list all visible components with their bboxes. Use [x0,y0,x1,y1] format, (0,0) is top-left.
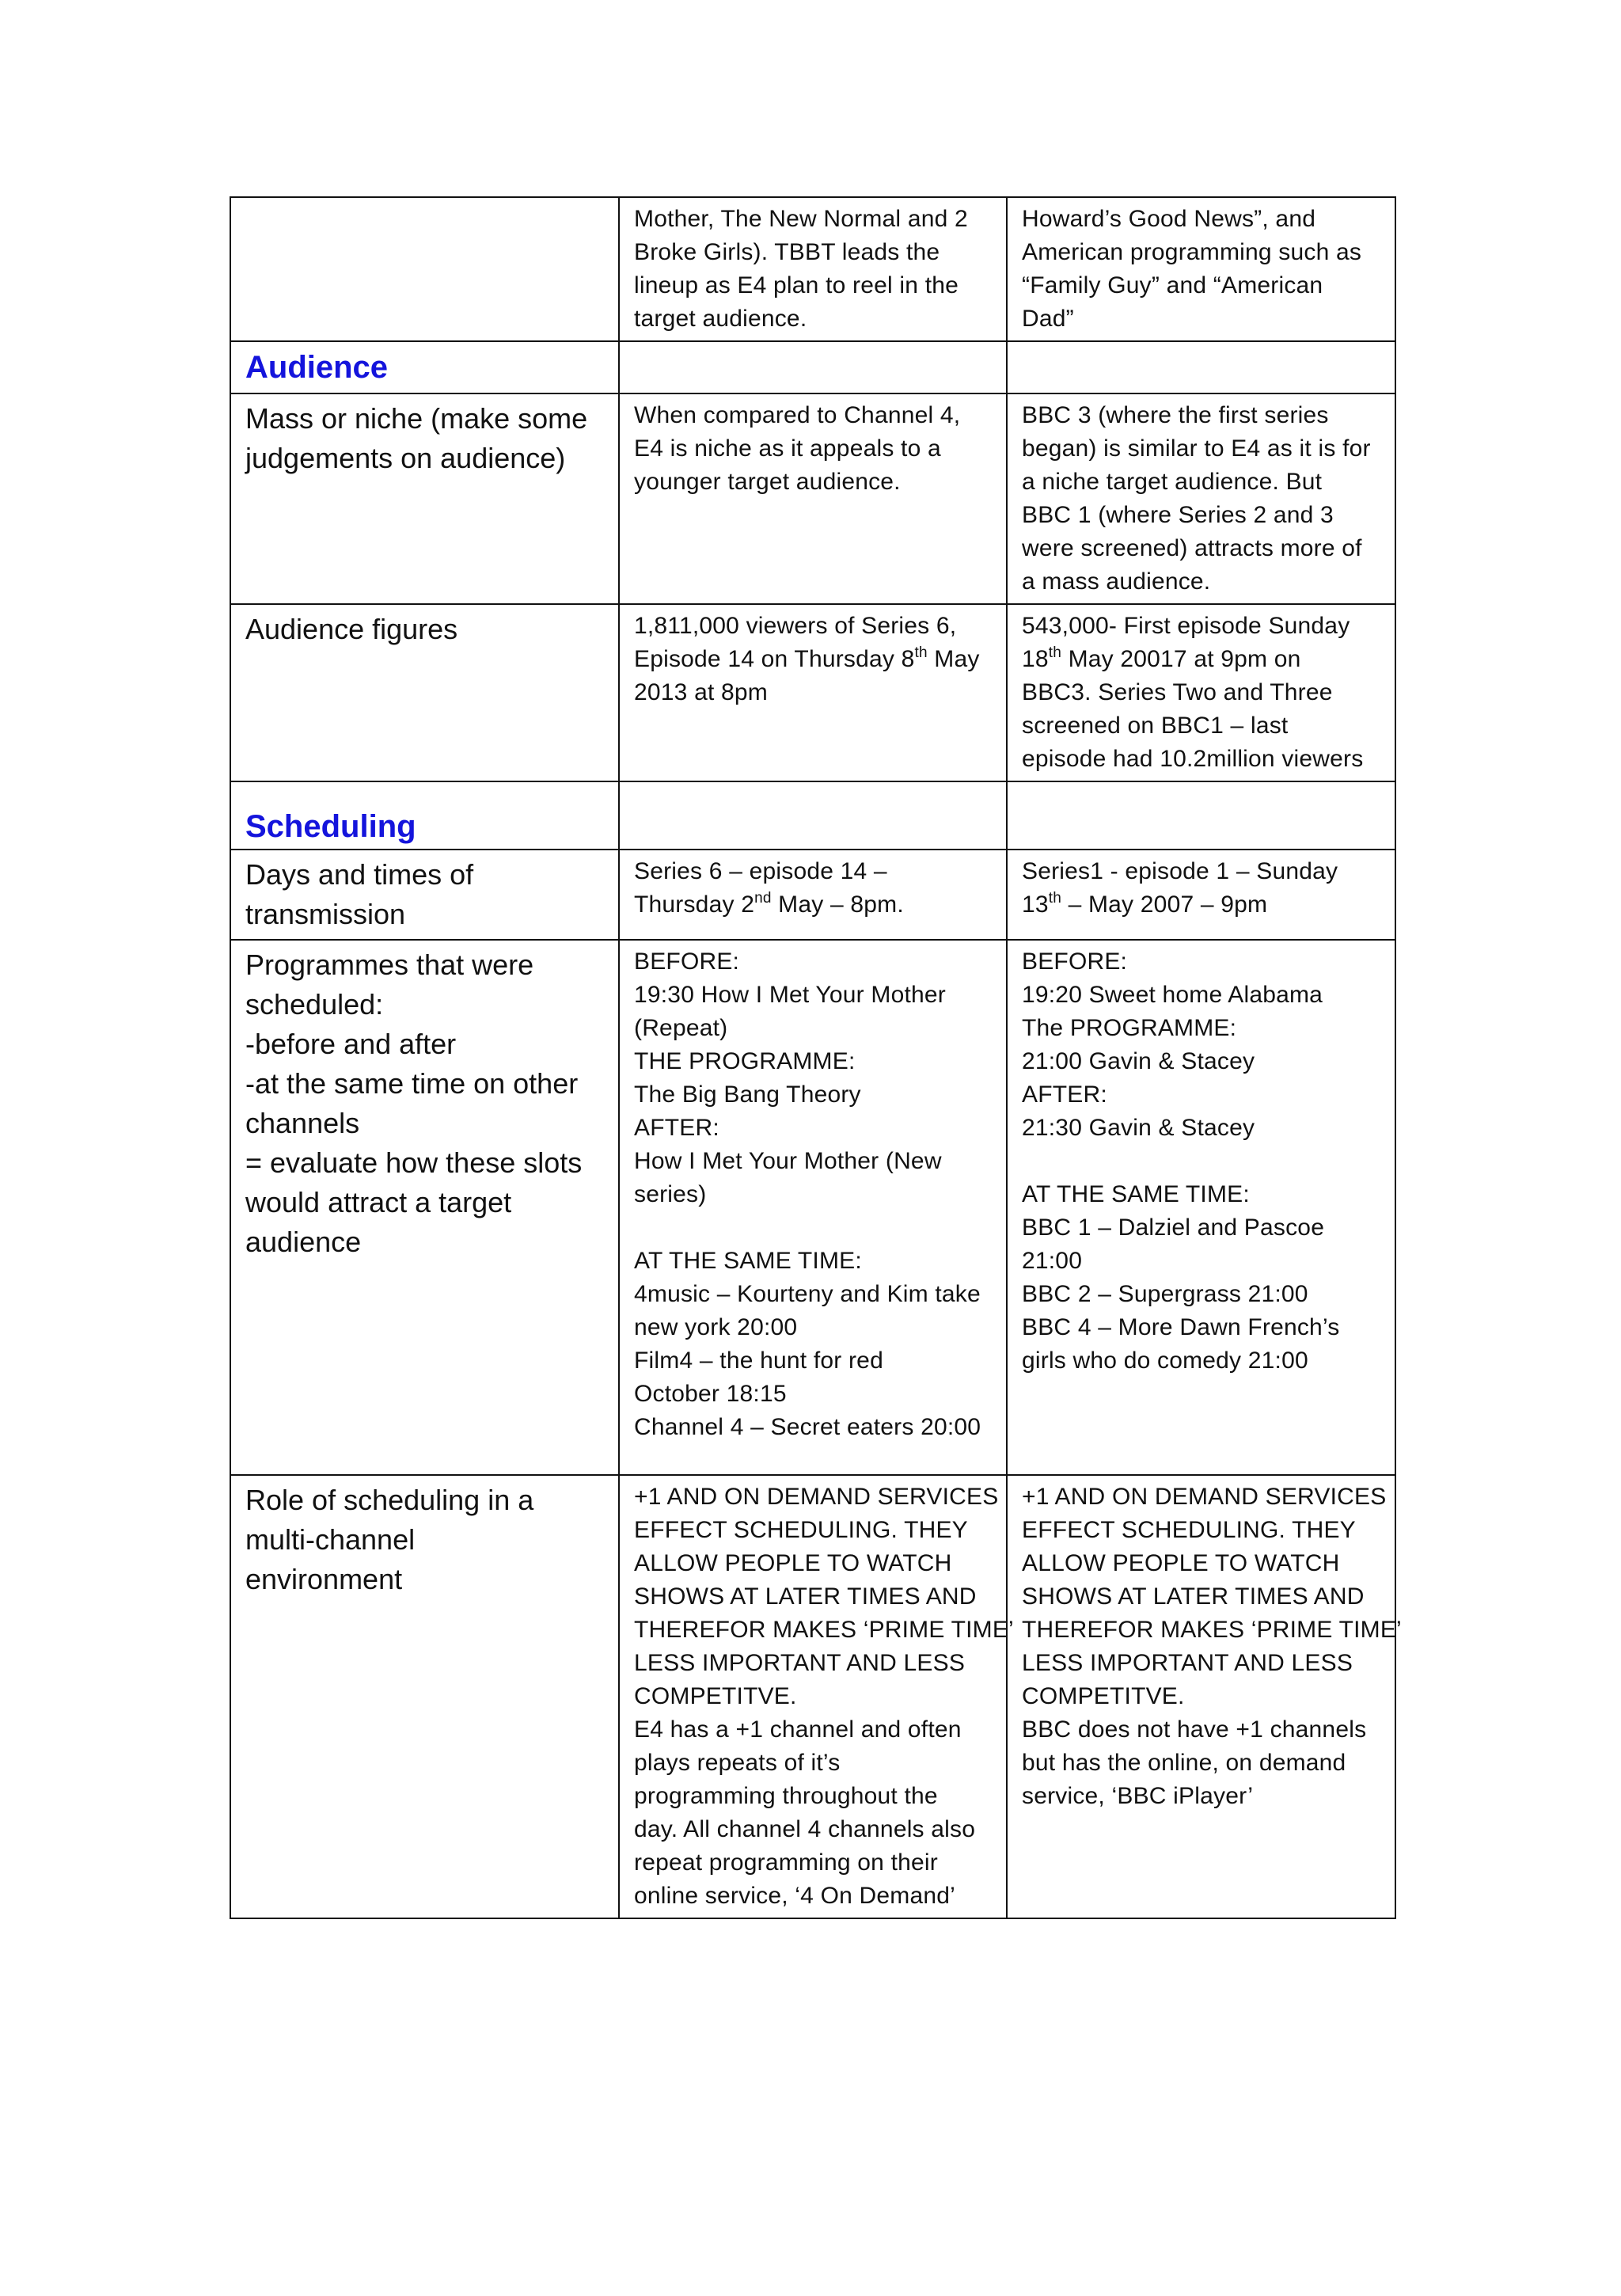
text-line: repeat programming on their [634,1849,938,1876]
text-line: EFFECT SCHEDULING. THEY [1022,1517,1356,1543]
text-line: BBC does not have +1 channels [1022,1716,1367,1743]
text-line: COMPETITVE. [1022,1683,1185,1709]
text-line: The Big Bang Theory [634,1081,861,1108]
section-heading-audience: Audience [230,341,619,393]
text-line: 1,811,000 viewers of Series 6, [634,613,957,639]
cell-col2 [619,1475,1014,1918]
text-line: Series1 - episode 1 – Sunday [1022,858,1338,884]
text-line: E4 has a +1 channel and often [634,1716,962,1743]
text-line: AT THE SAME TIME: [1022,1181,1250,1207]
text-line: service, ‘BBC iPlayer’ [1022,1783,1254,1809]
text-line [1022,888,1382,922]
text-line: programming throughout the [634,1783,938,1809]
cell-col2 [619,850,1007,940]
text-line: 2013 at 8pm [634,679,768,705]
row-label-programmes [230,940,619,1475]
text-line: Series 6 – episode 14 – [634,858,887,884]
text-line: E4 is niche as it appeals to a [634,435,941,462]
text-line: ALLOW PEOPLE TO WATCH [634,1550,952,1576]
text-line: How I Met Your Mother (New [634,1148,942,1174]
text-line: Channel 4 – Secret eaters 20:00 [634,1414,981,1440]
table-row-audience-figures [230,604,1395,781]
text-line: THEREFOR MAKES ‘PRIME TIME’ [634,1617,1014,1643]
text-line: Role of scheduling in a [245,1484,534,1516]
cell-col3 [1007,393,1395,604]
text-line: environment [245,1563,403,1595]
table-row-continued [230,197,1395,341]
text-line: THE PROGRAMME: [634,1048,856,1074]
text-line: channels [245,1107,360,1139]
cell-empty [619,781,1007,850]
text-line: lineup as E4 plan to reel in the [634,272,959,298]
text-line: Mother, The New Normal and 2 [634,206,968,232]
text-line: “Family Guy” and “American [1022,272,1323,298]
text-fragment: – May 2007 – 9pm [1061,891,1268,918]
cell-empty [619,341,1007,393]
cell-empty [1007,781,1395,850]
comparison-table [230,196,1402,1919]
blank-line [634,1211,993,1245]
text-line: a mass audience. [1022,568,1211,595]
text-line [634,643,993,676]
cell-empty [1007,341,1395,393]
row-label-days-times [230,850,619,940]
text-line: American programming such as [1022,239,1362,265]
text-line: 21:30 Gavin & Stacey [1022,1115,1255,1141]
text-line: BBC 1 (where Series 2 and 3 [1022,502,1334,528]
section-heading-scheduling: Scheduling [230,781,619,850]
text-fragment: 18 [1022,646,1049,672]
row-label-role-scheduling [230,1475,619,1918]
text-line: new york 20:00 [634,1314,798,1340]
text-line: October 18:15 [634,1381,787,1407]
text-line: series) [634,1181,707,1207]
cell-col2 [619,393,1007,604]
text-line: AT THE SAME TIME: [634,1248,862,1274]
text-line: 21:00 [1022,1248,1083,1274]
text-line: Mass or niche (make some [245,402,588,435]
text-line: ALLOW PEOPLE TO WATCH [1022,1550,1340,1576]
cell-col2 [619,940,1007,1475]
table-row-mass-niche [230,393,1395,604]
text-line: Broke Girls). TBBT leads the [634,239,940,265]
cell-col3 [1007,940,1395,1475]
text-line: audience [245,1226,362,1258]
cell-col3 [1007,197,1395,341]
text-line: a niche target audience. But [1022,469,1323,495]
table-row-scheduling-heading [230,781,1395,850]
text-line: multi-channel [245,1523,416,1556]
text-line: BBC 2 – Supergrass 21:00 [1022,1281,1308,1307]
text-line: Days and times of [245,858,474,891]
text-line: but has the online, on demand [1022,1750,1346,1776]
text-line: -before and after [245,1028,457,1060]
text-line: BBC 4 – More Dawn French’s [1022,1314,1340,1340]
text-line: 19:30 How I Met Your Mother [634,982,946,1008]
text-line: judgements on audience) [245,442,566,474]
cell-col3 [1007,1475,1402,1918]
cell-col2 [619,604,1007,781]
text-line: BBC 1 – Dalziel and Pascoe [1022,1215,1325,1241]
text-line: 19:20 Sweet home Alabama [1022,982,1323,1008]
table-row-programmes [230,940,1395,1475]
text-line: target audience. [634,306,807,332]
text-line: 543,000- First episode Sunday [1022,613,1350,639]
text-fragment: 13 [1022,891,1049,918]
text-line [634,888,993,922]
table-row-role-scheduling [230,1475,1395,1918]
text-line: COMPETITVE. [634,1683,797,1709]
text-line: +1 AND ON DEMAND SERVICES [634,1484,999,1510]
text-line: online service, ‘4 On Demand’ [634,1883,955,1909]
text-line: LESS IMPORTANT AND LESS [1022,1650,1353,1676]
row-label-mass-niche [230,393,619,604]
row-label-audience-figures: Audience figures [230,604,619,781]
text-fragment: May – 8pm. [771,891,904,918]
cell-col3 [1007,850,1395,940]
table-row-days-times [230,850,1395,940]
text-line: BEFORE: [1022,948,1128,975]
text-line: episode had 10.2million viewers [1022,746,1364,772]
table-row-audience-heading [230,341,1395,393]
ordinal-superscript: th [1048,644,1062,661]
text-line: Howard’s Good News”, and [1022,206,1316,232]
text-line: BBC 3 (where the first series [1022,402,1329,428]
text-line: When compared to Channel 4, [634,402,961,428]
text-line: BEFORE: [634,948,740,975]
text-line: screened on BBC1 – last [1022,713,1289,739]
cell-label-empty [230,197,619,341]
cell-col2 [619,197,1007,341]
text-line: Film4 – the hunt for red [634,1348,883,1374]
text-line: transmission [245,898,406,930]
text-line: Programmes that were [245,948,534,981]
text-line: were screened) attracts more of [1022,535,1362,561]
text-line: girls who do comedy 21:00 [1022,1348,1308,1374]
text-line: -at the same time on other [245,1067,579,1100]
text-line: (Repeat) [634,1015,728,1041]
text-line: 4music – Kourteny and Kim take [634,1281,981,1307]
ordinal-superscript: th [914,644,928,661]
text-fragment: May 20017 at 9pm on [1061,646,1301,672]
text-line: younger target audience. [634,469,901,495]
text-line: +1 AND ON DEMAND SERVICES [1022,1484,1387,1510]
text-line: began) is similar to E4 as it is for [1022,435,1371,462]
ordinal-superscript: th [1048,890,1062,907]
text-line: BBC3. Series Two and Three [1022,679,1333,705]
text-line: The PROGRAMME: [1022,1015,1237,1041]
text-line: AFTER: [1022,1081,1107,1108]
text-fragment: May [927,646,980,672]
text-line: = evaluate how these slots [245,1146,583,1179]
text-line: SHOWS AT LATER TIMES AND [1022,1583,1365,1610]
text-line: plays repeats of it’s [634,1750,841,1776]
text-line [1022,643,1382,676]
ordinal-superscript: nd [754,890,772,907]
text-line: AFTER: [634,1115,719,1141]
text-line: would attract a target [245,1186,512,1218]
text-line: THEREFOR MAKES ‘PRIME TIME’ [1022,1617,1402,1643]
blank-line [1022,1145,1382,1178]
text-line: SHOWS AT LATER TIMES AND [634,1583,977,1610]
text-line: day. All channel 4 channels also [634,1816,976,1842]
text-line: EFFECT SCHEDULING. THEY [634,1517,968,1543]
text-fragment: Episode 14 on Thursday 8 [634,646,915,672]
text-line: 21:00 Gavin & Stacey [1022,1048,1255,1074]
text-line: Dad” [1022,306,1074,332]
text-line: LESS IMPORTANT AND LESS [634,1650,966,1676]
cell-col3 [1007,604,1395,781]
text-line: scheduled: [245,988,384,1021]
text-fragment: Thursday 2 [634,891,755,918]
